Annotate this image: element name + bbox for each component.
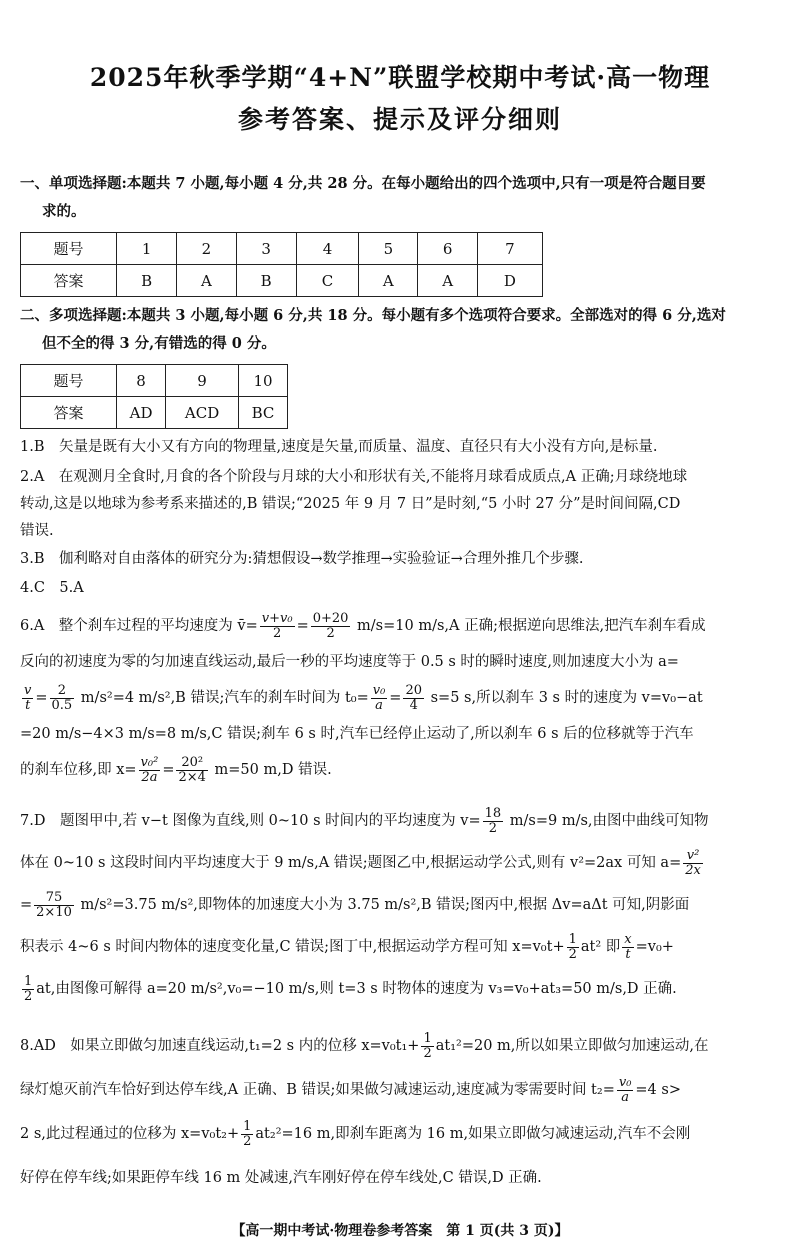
fraction bbox=[421, 1032, 433, 1061]
page-footer: 【高一期中考试·物理卷参考答案 第 1 页(共 3 页)】 bbox=[231, 1223, 569, 1239]
text-run: 8.AD 如果立即做匀加速直线运动,t₁=2 s 内的位移 x=v₀t₁+ bbox=[20, 1038, 420, 1054]
fraction-denominator: 2a bbox=[141, 769, 158, 785]
fraction-numerator: 20² bbox=[176, 756, 207, 771]
explanation-q1: 1.B 矢量是既有大小又有方向的物理量,速度是矢量,而质量、温度、直径只有大小没有方向,是标量. bbox=[20, 439, 658, 455]
section1-heading-line2: 求的。 bbox=[42, 203, 86, 220]
explanation-q6-line bbox=[20, 608, 790, 644]
explanation-q7-line bbox=[20, 968, 790, 1010]
text-run: =v₀+ bbox=[635, 939, 674, 955]
fraction-denominator: 0.5 bbox=[51, 697, 73, 713]
table-header-cell: 题号 bbox=[21, 365, 117, 397]
table-cell: ACD bbox=[166, 397, 239, 429]
text-run: 积表示 4~6 s 时间内物体的速度变化量,C 错误;图丁中,根据运动学方程可知 x=v₀t+ bbox=[20, 939, 565, 955]
table-cell: 5 bbox=[359, 233, 418, 265]
table-header-cell: 题号 bbox=[21, 233, 117, 265]
fraction-numerator: 75 bbox=[34, 891, 74, 906]
page-title: 2025年秋季学期“4+N”联盟学校期中考试·高一物理 bbox=[89, 63, 711, 92]
fraction bbox=[260, 612, 295, 641]
fraction-numerator: v₀ bbox=[618, 1074, 632, 1090]
table-cell: C bbox=[296, 265, 358, 297]
text-run: at₁²=20 m,所以如果立即做匀加速运动,在 bbox=[435, 1038, 709, 1054]
table-cell: A bbox=[177, 265, 236, 297]
table-cell: D bbox=[477, 265, 542, 297]
text-run: at₂²=16 m,即刹车距离为 16 m,如果立即做匀减速运动,汽车不会刚 bbox=[255, 1126, 691, 1142]
explanation-q8 bbox=[20, 1024, 790, 1200]
table-cell: 8 bbox=[117, 365, 166, 397]
fraction-numerator: v+v₀ bbox=[261, 610, 293, 626]
fraction bbox=[403, 684, 424, 713]
fraction-numerator: v² bbox=[683, 849, 703, 864]
fraction bbox=[622, 933, 633, 962]
fraction-numerator: v₀² bbox=[140, 754, 159, 770]
table-header-cell: 答案 bbox=[21, 265, 117, 297]
fraction-denominator: 2x bbox=[685, 862, 701, 878]
fraction-denominator: 2 bbox=[488, 820, 498, 836]
explanation-q2-line: 2.A 在观测月全食时,月食的各个阶段与月球的大小和形状有关,不能将月球看成质点,A 正确;月球绕地球 bbox=[20, 469, 688, 485]
text-run: 的刹车位移,即 x= bbox=[20, 762, 137, 778]
text-run: at,由图像可解得 a=20 m/s²,v₀=−10 m/s,则 t=3 s 时物体的速度为 v₃=v₀+at₃=50 m/s,D 正确. bbox=[36, 981, 677, 997]
table-cell: 1 bbox=[117, 233, 177, 265]
fraction-numerator: 2 bbox=[50, 684, 75, 699]
explanation-q6 bbox=[20, 608, 790, 788]
text-run: = bbox=[296, 618, 309, 634]
fraction bbox=[483, 807, 504, 836]
fraction bbox=[617, 1076, 634, 1105]
fraction-denominator: t bbox=[25, 697, 31, 713]
fraction-denominator: t bbox=[625, 946, 631, 962]
fraction bbox=[34, 891, 74, 920]
table-cell: 2 bbox=[177, 233, 236, 265]
fraction-denominator: 2 bbox=[326, 625, 335, 641]
table-cell: 4 bbox=[296, 233, 358, 265]
text-run: 体在 0~10 s 这段时间内平均速度大于 9 m/s,A 错误;题图乙中,根据运动学公式,则有 v²=2ax 可知 a= bbox=[20, 855, 682, 871]
explanation-q2-line: 错误. bbox=[20, 523, 54, 539]
explanation-q8-line bbox=[20, 1112, 790, 1156]
fraction bbox=[22, 975, 34, 1004]
text-run: m=50 m,D 错误. bbox=[209, 762, 332, 778]
explanation-q4-q5: 4.C 5.A bbox=[20, 580, 84, 596]
section2-heading-line2: 但不全的得 3 分,有错选的得 0 分。 bbox=[42, 335, 276, 352]
section1-heading-line1: 一、单项选择题:本题共 7 小题,每小题 4 分,共 28 分。在每小题给出的四个选项中,只有一项是符合题目要 bbox=[20, 175, 706, 192]
text-run: m/s=9 m/s,由图中曲线可知物 bbox=[505, 813, 709, 829]
fraction-numerator: v₀ bbox=[372, 682, 386, 698]
table-cell: A bbox=[418, 265, 477, 297]
explanation-q2-line: 转动,这是以地球为参考系来描述的,B 错误;“2025 年 9 月 7 日”是时刻,“5 小时 27 分”是时间间隔,CD bbox=[20, 496, 681, 512]
fraction-denominator: 2×4 bbox=[178, 769, 206, 785]
fraction bbox=[371, 684, 388, 713]
single-choice-answer-table bbox=[20, 232, 543, 297]
table-cell: 7 bbox=[477, 233, 542, 265]
text-run: 6.A 整个刹车过程的平均速度为 v̄= bbox=[20, 618, 258, 634]
explanation-q8-line bbox=[20, 1068, 790, 1112]
fraction-numerator: 18 bbox=[484, 805, 502, 821]
table-cell: 10 bbox=[238, 365, 287, 397]
text-run: m/s=10 m/s,A 正确;根据逆向思维法,把汽车刹车看成 bbox=[352, 618, 706, 634]
fraction-numerator: 1 bbox=[568, 931, 577, 947]
text-run: s=5 s,所以刹车 3 s 时的速度为 v=v₀−at bbox=[426, 690, 703, 706]
section2-heading-line1: 二、多项选择题:本题共 3 小题,每小题 6 分,共 18 分。每小题有多个选项符合要求。全部选对的得 6 分,选对 bbox=[20, 307, 726, 324]
section2-heading bbox=[20, 302, 785, 358]
fraction-denominator: 2 bbox=[243, 1133, 252, 1149]
explanation-q7-line bbox=[20, 926, 790, 968]
text-run: = bbox=[20, 897, 33, 913]
fraction bbox=[567, 933, 579, 962]
text-run: 7.D 题图甲中,若 v−t 图像为直线,则 0~10 s 时间内的平均速度为 v= bbox=[20, 813, 481, 829]
table-header-cell: 答案 bbox=[21, 397, 117, 429]
table-row bbox=[21, 397, 288, 429]
text-run: = bbox=[389, 690, 402, 706]
fraction bbox=[176, 756, 207, 785]
text-run: m/s²=4 m/s²,B 错误;汽车的刹车时间为 t₀= bbox=[76, 690, 369, 706]
fraction bbox=[311, 612, 351, 641]
section1-heading bbox=[20, 170, 785, 226]
explanation-q7-line bbox=[20, 884, 790, 926]
fraction-denominator: a bbox=[621, 1089, 629, 1105]
table-cell: B bbox=[117, 265, 177, 297]
table-cell: BC bbox=[238, 397, 287, 429]
fraction-denominator: 2 bbox=[423, 1045, 432, 1061]
explanation-q8-line: 好停在停车线;如果距停车线 16 m 处减速,汽车刚好停在停车线处,C 错误,D 正确. bbox=[20, 1170, 542, 1186]
fraction-numerator: 20 bbox=[405, 682, 422, 698]
explanation-q6-line: =20 m/s−4×3 m/s=8 m/s,C 错误;刹车 6 s 时,汽车已经停止运动了,所以刹车 6 s 后的位移就等于汽车 bbox=[20, 726, 694, 742]
fraction-denominator: 2 bbox=[273, 625, 282, 641]
table-cell: 3 bbox=[236, 233, 296, 265]
fraction-numerator: 1 bbox=[243, 1118, 252, 1134]
fraction-denominator: a bbox=[375, 697, 383, 713]
fraction-numerator: 1 bbox=[24, 973, 33, 989]
table-cell: AD bbox=[117, 397, 166, 429]
explanation-q7 bbox=[20, 800, 790, 1010]
text-run: =4 s> bbox=[635, 1082, 681, 1098]
text-run: = bbox=[35, 690, 48, 706]
fraction bbox=[683, 849, 703, 878]
fraction-denominator: 2×10 bbox=[36, 904, 72, 920]
explanation-q7-line bbox=[20, 800, 790, 842]
text-run: = bbox=[162, 762, 175, 778]
explanation-q6-line: 反向的初速度为零的匀加速直线运动,最后一秒的平均速度等于 0.5 s 时的瞬时速度,则加速度大小为 a= bbox=[20, 654, 679, 670]
multiple-choice-answer-table bbox=[20, 364, 288, 429]
explanation-q6-line bbox=[20, 680, 790, 716]
table-cell: B bbox=[236, 265, 296, 297]
text-run: 2 s,此过程通过的位移为 x=v₀t₂+ bbox=[20, 1126, 240, 1142]
fraction-numerator: 0+20 bbox=[312, 610, 349, 626]
explanation-q7-line bbox=[20, 842, 790, 884]
text-run: m/s²=3.75 m/s²,即物体的加速度大小为 3.75 m/s²,B 错误;图丙中,根据 Δv=aΔt 可知,阴影面 bbox=[75, 897, 690, 913]
fraction bbox=[241, 1120, 253, 1149]
table-row bbox=[21, 233, 543, 265]
fraction-denominator: 2 bbox=[24, 988, 33, 1004]
fraction bbox=[50, 684, 75, 713]
table-row bbox=[21, 265, 543, 297]
fraction bbox=[139, 756, 161, 785]
table-cell: A bbox=[359, 265, 418, 297]
fraction-numerator: x bbox=[624, 931, 632, 947]
explanation-q8-line bbox=[20, 1024, 790, 1068]
table-cell: 6 bbox=[418, 233, 477, 265]
fraction-numerator: v bbox=[24, 682, 32, 698]
text-run: 绿灯熄灭前汽车恰好到达停车线,A 正确、B 错误;如果做匀减速运动,速度减为零需要时间 t₂= bbox=[20, 1082, 615, 1098]
fraction-numerator: 1 bbox=[423, 1030, 432, 1046]
explanation-q6-line bbox=[20, 752, 790, 788]
explanation-q3: 3.B 伽利略对自由落体的研究分为:猜想假设→数学推理→实验验证→合理外推几个步骤. bbox=[20, 551, 584, 567]
explanation-q2 bbox=[20, 464, 790, 545]
page-subtitle: 参考答案、提示及评分细则 bbox=[237, 105, 562, 134]
fraction bbox=[22, 684, 33, 713]
fraction-denominator: 4 bbox=[409, 697, 418, 713]
table-cell: 9 bbox=[166, 365, 239, 397]
table-row bbox=[21, 365, 288, 397]
fraction-denominator: 2 bbox=[568, 946, 577, 962]
text-run: at² 即 bbox=[580, 939, 621, 955]
